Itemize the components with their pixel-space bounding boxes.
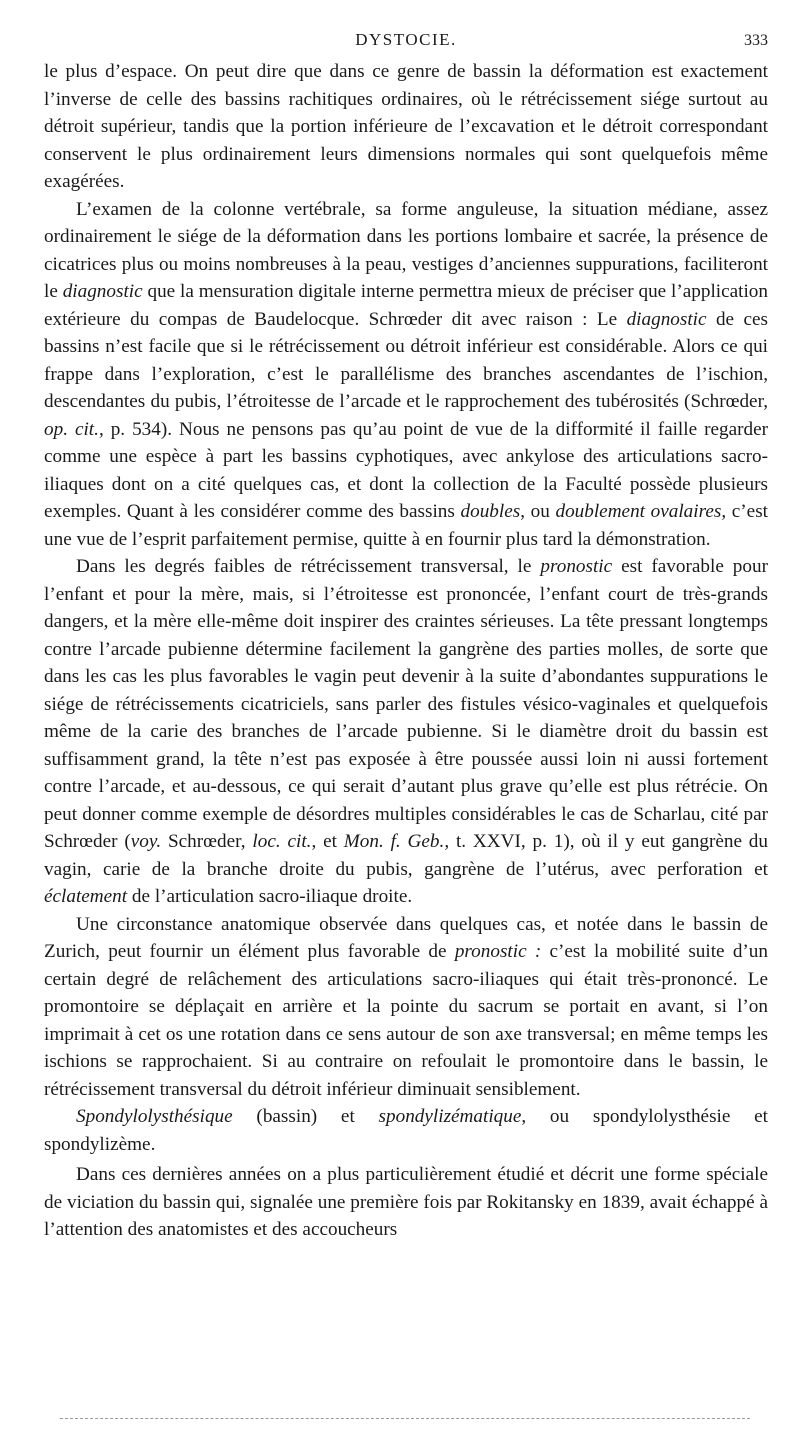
bottom-rule xyxy=(60,1418,750,1419)
paragraph-3-italic: pronostic xyxy=(540,556,613,577)
paragraph-4 xyxy=(44,911,768,1104)
paragraph-3-text: est favorable pour l’enfant et pour la mère, mais, si l’étroitesse est prononcée, l’enfant court de très-grands dangers, et la mère elle-même doit inspirer des craintes sérieuses. La tête pressant longtemps contre l’arcade pubienne détermine facilement la gangrène des parties molles, de sorte que dans les cas les plus favorables le vagin peut devenir à la suite d’abondantes suppurations le siége de rétrécissements cicatriciels, sans parler des fistules vésico-vaginales et quelquefois même de la carie des branches de l’arcade pubienne. Si le diamètre droit du bassin est suffisamment grand, la tête n’est pas exposée à être poussée aussi loin ni aussi fortement contre l’arcade, et au-dessous, ce qui serait d’autant plus grave qu’elle est plus rétrécie. On peut donner comme exemple de désordres multiples considérables le cas de Scharlau, cité par Schrœder ( xyxy=(44,556,768,852)
paragraph-2-italic: diagnostic xyxy=(62,281,143,302)
running-head xyxy=(44,30,768,54)
paragraph-2-italic: doubles xyxy=(460,501,521,522)
paragraph-3 xyxy=(44,553,768,911)
paragraph-3-italic: voy. xyxy=(130,831,162,852)
paragraph-2-text: , c’est une vue de l’esprit parfaitement permise, quitte à en fournir plus tard la démonstration. xyxy=(44,501,768,550)
paragraph-3-text: Dans les degrés faibles de rétrécissement transversal, le xyxy=(76,556,541,577)
paragraph-2-text: que la mensuration digitale interne permettra mieux de préciser que l’application extérieure du compas de Baudelocque. Schrœder dit avec raison : Le xyxy=(44,281,768,330)
paragraph-2-italic: diagnostic xyxy=(626,308,707,330)
paragraph-3-italic: loc. cit. xyxy=(252,831,312,852)
paragraph-4-text: c’est la mobilité suite d’un certain degré de relâchement des articulations sacro-iliaques qui était très-prononcé. Le promontoire se déplaçait en arrière et la pointe du sacrum se portait en avant, si l’on imprimait à cet os une rotation dans ce sens autour de son axe transversal; en même temps les ischions se rapprochaient. Si au contraire on refoulait le promontoire dans le bassin, le rétrécissement transversal du détroit inférieur diminuait sensiblement. xyxy=(44,941,768,1100)
running-title: DYSTOCIE. xyxy=(355,30,457,49)
section-heading-italic: spondylizématique xyxy=(378,1106,522,1127)
paragraph-3-text: Schrœder, xyxy=(161,831,253,852)
paragraph-2-text: , ou xyxy=(520,501,556,522)
paragraph-3-italic: éclatement xyxy=(44,886,128,907)
book-page xyxy=(44,30,768,1244)
paragraph-2-italic: op. cit. xyxy=(44,418,99,440)
paragraph-3-italic: Mon. f. Geb. xyxy=(343,831,445,852)
section-heading-text: , ou spondylolysthésie et spondylizème. xyxy=(44,1106,768,1155)
paragraph-2-italic: doublement ovalaires xyxy=(555,501,722,522)
section-heading xyxy=(44,1103,768,1158)
paragraph-4-italic: pronostic : xyxy=(454,941,542,962)
paragraph-5: Dans ces dernières années on a plus particulièrement étudié et décrit une forme spéciale de viciation du bassin qui, signalée une première fois par Rokitansky en 1839, avait échappé à l’attention des anatomistes et des accoucheurs xyxy=(44,1164,768,1240)
paragraph-3-text: , et xyxy=(311,831,344,852)
paragraph-3-text: de l’articulation sacro-iliaque droite. xyxy=(127,886,413,907)
paragraph-2 xyxy=(44,196,768,554)
paragraph-3-text: , t. XXVI, p. 1), où il y eut gangrène du vagin, carie de la branche droite du pubis, gangrène de l’utérus, avec perforation et xyxy=(44,831,768,880)
section-heading-text: (bassin) et xyxy=(232,1106,379,1127)
paragraph-4-text: Une circonstance anatomique observée dans quelques cas, et notée dans le bassin de Zurich, peut fournir un élément plus favorable de xyxy=(44,913,768,962)
page-number: 333 xyxy=(744,32,768,49)
paragraph-2-text: , p. 534). Nous ne pensons pas qu’au point de vue de la difformité il faille regarder comme une espèce à part les bassins cyphotiques, avec ankylose des articulations sacro-iliaques dont on a cité quelques cas, et dont la collection de la Faculté possède plusieurs exemples. Quant à les considérer comme des bassins xyxy=(44,418,768,522)
paragraph-2-text: L’examen de la colonne vertébrale, sa forme anguleuse, la situation médiane, assez ordinairement le siége de la déformation dans les portions lombaire et sacrée, la présence de cicatrices plus ou moins nombreuses à la peau, vestiges d’anciennes suppurations, faciliteront le xyxy=(44,198,768,302)
paragraph-1: le plus d’espace. On peut dire que dans ce genre de bassin la déformation est exactement l’inverse de celle des bassins rachitiques ordinaires, où le rétrécissement siége surtout au détroit supérieur, tandis que la portion inférieure de l’excavation et le détroit correspondant conservent le plus ordinairement leurs dimensions normales qui sont quelquefois même exagérées. xyxy=(44,61,768,192)
section-heading-italic: Spondylolysthésique xyxy=(76,1106,233,1127)
paragraph-2-text: de ces bassins n’est facile que si le rétrécissement ou détroit inférieur est considérable. Alors ce qui frappe dans l’exploration, c’est le parallélisme des branches ascendantes de l’ischion, descendantes du pubis, l’étroitesse de l’arcade et le rapprochement des tubérosités (Schrœder, xyxy=(44,308,768,412)
